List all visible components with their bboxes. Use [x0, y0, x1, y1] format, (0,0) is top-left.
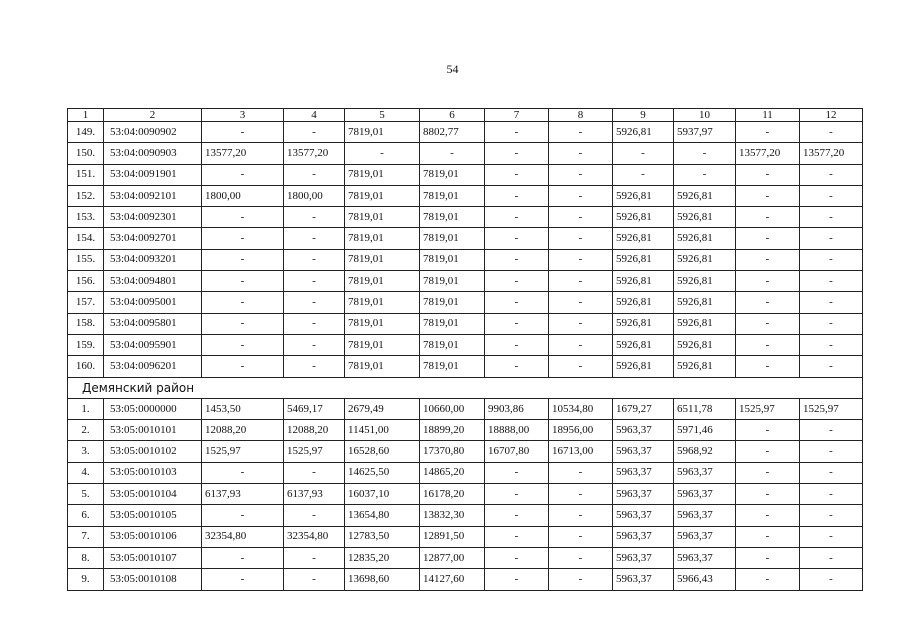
table-row: [68, 143, 863, 164]
table-cell: 13577,20: [202, 143, 284, 164]
table-cell: -: [284, 334, 345, 355]
table-cell: 5: [345, 109, 420, 122]
table-cell: 5963,37: [674, 526, 736, 547]
table-cell: -: [736, 484, 800, 505]
table-cell: 4: [284, 109, 345, 122]
table-cell: -: [800, 569, 863, 590]
table-cell: -: [485, 143, 549, 164]
table-cell: 14865,20: [420, 462, 485, 483]
table-cell: -: [202, 207, 284, 228]
table-cell: 53:04:0095901: [104, 334, 202, 355]
table-cell: 5926,81: [674, 271, 736, 292]
table-row: [68, 356, 863, 377]
table-cell: -: [800, 441, 863, 462]
table-cell: 53:05:0000000: [104, 398, 202, 419]
table-cell: -: [202, 292, 284, 313]
table-cell: -: [485, 484, 549, 505]
table-cell: -: [549, 271, 613, 292]
table-cell: 16713,00: [549, 441, 613, 462]
table-cell: 7819,01: [420, 292, 485, 313]
table-cell: -: [284, 356, 345, 377]
table-cell: -: [736, 122, 800, 143]
table-cell: 18899,20: [420, 420, 485, 441]
table-cell: -: [736, 547, 800, 568]
table-cell: 7819,01: [345, 164, 420, 185]
table-cell: 5926,81: [613, 207, 674, 228]
table-cell: 1453,50: [202, 398, 284, 419]
table-cell: -: [549, 569, 613, 590]
table-cell: -: [800, 484, 863, 505]
table-cell: 14127,60: [420, 569, 485, 590]
table-cell: 5963,37: [613, 547, 674, 568]
table-cell: 1525,97: [736, 398, 800, 419]
table-cell: -: [736, 292, 800, 313]
table-cell: -: [800, 185, 863, 206]
table-cell: 5963,37: [613, 441, 674, 462]
table-cell: 10: [674, 109, 736, 122]
table-cell: 13698,60: [345, 569, 420, 590]
table-cell: -: [284, 505, 345, 526]
table-cell: -: [736, 207, 800, 228]
table-cell: -: [549, 356, 613, 377]
table-cell: 53:05:0010107: [104, 547, 202, 568]
table-row: [68, 420, 863, 441]
table-cell: -: [736, 271, 800, 292]
table-cell: 7819,01: [420, 207, 485, 228]
table-cell: 12891,50: [420, 526, 485, 547]
table-cell: 7819,01: [420, 271, 485, 292]
table-cell: 7819,01: [420, 356, 485, 377]
table-cell: -: [284, 292, 345, 313]
table-cell: 53:04:0096201: [104, 356, 202, 377]
table-cell: 159.: [68, 334, 104, 355]
table-cell: 13577,20: [284, 143, 345, 164]
table-cell: 5963,37: [613, 484, 674, 505]
table-cell: 53:05:0010108: [104, 569, 202, 590]
table-cell: 14625,50: [345, 462, 420, 483]
table-cell: 7819,01: [345, 249, 420, 270]
table-cell: 13577,20: [800, 143, 863, 164]
table-cell: -: [485, 228, 549, 249]
table-cell: 157.: [68, 292, 104, 313]
table-cell: 8.: [68, 547, 104, 568]
table-cell: 5926,81: [613, 271, 674, 292]
table-cell: -: [800, 462, 863, 483]
table-cell: 53:04:0095801: [104, 313, 202, 334]
table-cell: 5963,37: [674, 462, 736, 483]
table-cell: 12835,20: [345, 547, 420, 568]
table-cell: 6: [420, 109, 485, 122]
table-cell: 13832,30: [420, 505, 485, 526]
table-cell: 152.: [68, 185, 104, 206]
table-cell: -: [284, 271, 345, 292]
table-cell: 3: [202, 109, 284, 122]
table-cell: 2679,49: [345, 398, 420, 419]
table-cell: 53:05:0010103: [104, 462, 202, 483]
table-cell: 16037,10: [345, 484, 420, 505]
table-cell: 53:04:0092701: [104, 228, 202, 249]
table-cell: 5963,37: [613, 462, 674, 483]
table-cell: 5926,81: [674, 313, 736, 334]
table-cell: 16528,60: [345, 441, 420, 462]
table-cell: -: [736, 505, 800, 526]
table-cell: -: [549, 547, 613, 568]
table-cell: -: [549, 292, 613, 313]
table-cell: -: [485, 356, 549, 377]
table-cell: 2: [104, 109, 202, 122]
table-cell: -: [485, 462, 549, 483]
table-cell: 1679,27: [613, 398, 674, 419]
table-cell: 53:04:0090902: [104, 122, 202, 143]
table-cell: -: [284, 249, 345, 270]
table-cell: 53:05:0010106: [104, 526, 202, 547]
table-cell: -: [485, 547, 549, 568]
table-cell: 5963,37: [613, 505, 674, 526]
table-row: [68, 185, 863, 206]
table-row: [68, 441, 863, 462]
table-cell: -: [485, 526, 549, 547]
table-cell: 32354,80: [284, 526, 345, 547]
table-cell: -: [284, 547, 345, 568]
table-cell: 5926,81: [613, 292, 674, 313]
table-cell: 5926,81: [613, 122, 674, 143]
table-cell: -: [549, 484, 613, 505]
table-cell: 6511,78: [674, 398, 736, 419]
table-cell: -: [549, 334, 613, 355]
table-cell: 5926,81: [613, 313, 674, 334]
table-cell: -: [202, 164, 284, 185]
table-cell: -: [736, 526, 800, 547]
table-cell: -: [736, 185, 800, 206]
table-cell: 5926,81: [613, 228, 674, 249]
table-cell: -: [202, 122, 284, 143]
table-cell: 150.: [68, 143, 104, 164]
table-cell: 10660,00: [420, 398, 485, 419]
table-row: [68, 164, 863, 185]
table-cell: 5963,37: [674, 547, 736, 568]
table-cell: -: [736, 313, 800, 334]
table-cell: -: [800, 228, 863, 249]
table-cell: -: [202, 547, 284, 568]
table-cell: 53:04:0095001: [104, 292, 202, 313]
table-cell: 9: [613, 109, 674, 122]
table-cell: -: [800, 164, 863, 185]
section-row: [68, 377, 863, 398]
table-cell: 5926,81: [674, 356, 736, 377]
table-cell: -: [549, 143, 613, 164]
table-row: [68, 398, 863, 419]
table-cell: -: [202, 505, 284, 526]
table-cell: 149.: [68, 122, 104, 143]
table-cell: -: [485, 185, 549, 206]
table-cell: 154.: [68, 228, 104, 249]
table-cell: -: [202, 249, 284, 270]
table-cell: 5926,81: [674, 185, 736, 206]
table-cell: -: [549, 249, 613, 270]
table-cell: 16178,20: [420, 484, 485, 505]
table-cell: -: [800, 547, 863, 568]
table-cell: 2.: [68, 420, 104, 441]
table-cell: -: [485, 313, 549, 334]
table-cell: 1: [68, 109, 104, 122]
table-cell: 53:04:0092101: [104, 185, 202, 206]
table-cell: -: [613, 164, 674, 185]
table-cell: 10534,80: [549, 398, 613, 419]
table-cell: -: [485, 271, 549, 292]
table-cell: -: [485, 505, 549, 526]
table-cell: -: [485, 249, 549, 270]
table-cell: 7819,01: [420, 164, 485, 185]
table-cell: -: [202, 356, 284, 377]
table-cell: -: [736, 164, 800, 185]
table-cell: 5963,37: [674, 505, 736, 526]
table-cell: 13577,20: [736, 143, 800, 164]
table-cell: 53:04:0090903: [104, 143, 202, 164]
table-cell: 1525,97: [284, 441, 345, 462]
table-cell: 7819,01: [345, 292, 420, 313]
table-cell: 12088,20: [284, 420, 345, 441]
table-cell: -: [420, 143, 485, 164]
table-cell: 5971,46: [674, 420, 736, 441]
table-row: [68, 122, 863, 143]
table-cell: -: [800, 271, 863, 292]
table-cell: -: [736, 420, 800, 441]
table-cell: -: [800, 526, 863, 547]
table-cell: -: [549, 207, 613, 228]
table-cell: -: [800, 207, 863, 228]
table-cell: 1800,00: [202, 185, 284, 206]
table-cell: 53:04:0091901: [104, 164, 202, 185]
table-cell: 155.: [68, 249, 104, 270]
table-cell: 12088,20: [202, 420, 284, 441]
table-cell: 4.: [68, 462, 104, 483]
table-cell: 16707,80: [485, 441, 549, 462]
table-cell: 153.: [68, 207, 104, 228]
table-cell: -: [202, 228, 284, 249]
table-cell: -: [736, 441, 800, 462]
table-cell: 11451,00: [345, 420, 420, 441]
table-cell: 3.: [68, 441, 104, 462]
table-cell: -: [284, 569, 345, 590]
table-cell: 53:04:0094801: [104, 271, 202, 292]
table-row: [68, 249, 863, 270]
table-cell: 5926,81: [674, 249, 736, 270]
table-cell: 5963,37: [674, 484, 736, 505]
table-cell: 5926,81: [613, 356, 674, 377]
table-cell: -: [674, 164, 736, 185]
table-cell: -: [800, 356, 863, 377]
table-cell: 53:05:0010102: [104, 441, 202, 462]
table-cell: -: [284, 462, 345, 483]
table-row: [68, 292, 863, 313]
table-cell: 1525,97: [800, 398, 863, 419]
table-cell: -: [549, 462, 613, 483]
table-cell: 5926,81: [613, 249, 674, 270]
table-cell: 5926,81: [674, 334, 736, 355]
table-cell: -: [284, 122, 345, 143]
table-cell: 53:05:0010101: [104, 420, 202, 441]
table-cell: 12783,50: [345, 526, 420, 547]
table-cell: -: [549, 122, 613, 143]
table-cell: 11: [736, 109, 800, 122]
table-cell: 5926,81: [674, 292, 736, 313]
table-cell: 151.: [68, 164, 104, 185]
table-cell: 158.: [68, 313, 104, 334]
table-cell: 5968,92: [674, 441, 736, 462]
table-cell: 1525,97: [202, 441, 284, 462]
table-cell: -: [800, 292, 863, 313]
table-cell: 8802,77: [420, 122, 485, 143]
table-cell: -: [800, 313, 863, 334]
table-cell: 5926,81: [674, 228, 736, 249]
table-cell: 7: [485, 109, 549, 122]
table-cell: 5937,97: [674, 122, 736, 143]
table-row: [68, 547, 863, 568]
table-cell: -: [485, 334, 549, 355]
table-cell: -: [485, 122, 549, 143]
table-cell: -: [736, 569, 800, 590]
table-row: [68, 228, 863, 249]
table-cell: -: [202, 334, 284, 355]
table-cell: 7819,01: [345, 334, 420, 355]
table-cell: 53:05:0010105: [104, 505, 202, 526]
table-row: [68, 484, 863, 505]
table-cell: 8: [549, 109, 613, 122]
table-cell: -: [549, 313, 613, 334]
table-row: [68, 207, 863, 228]
table-cell: -: [800, 420, 863, 441]
page-number: 54: [446, 62, 459, 76]
table-cell: 7819,01: [420, 313, 485, 334]
table-cell: -: [284, 313, 345, 334]
table-cell: -: [736, 228, 800, 249]
table-cell: 6137,93: [284, 484, 345, 505]
table-cell: -: [202, 271, 284, 292]
table-cell: 5.: [68, 484, 104, 505]
table-cell: -: [485, 292, 549, 313]
table-cell: 7819,01: [345, 228, 420, 249]
table-cell: -: [485, 569, 549, 590]
table-cell: -: [485, 207, 549, 228]
table-cell: -: [736, 356, 800, 377]
table-cell: 7819,01: [345, 207, 420, 228]
table-cell: -: [549, 228, 613, 249]
table-cell: -: [736, 249, 800, 270]
table-cell: 9903,86: [485, 398, 549, 419]
table-cell: 12: [800, 109, 863, 122]
table-cell: 160.: [68, 356, 104, 377]
table-cell: -: [549, 185, 613, 206]
table-cell: 1800,00: [284, 185, 345, 206]
table-cell: 9.: [68, 569, 104, 590]
table-cell: 53:05:0010104: [104, 484, 202, 505]
table-cell: 7819,01: [345, 313, 420, 334]
table-row: [68, 526, 863, 547]
table-cell: 7.: [68, 526, 104, 547]
table-cell: 5963,37: [613, 420, 674, 441]
table-row: [68, 334, 863, 355]
table-cell: -: [202, 313, 284, 334]
table-cell: 5469,17: [284, 398, 345, 419]
table-cell: -: [736, 334, 800, 355]
table-cell: 7819,01: [420, 185, 485, 206]
table-cell: -: [800, 334, 863, 355]
table-cell: -: [549, 164, 613, 185]
table-cell: -: [345, 143, 420, 164]
table-cell: 12877,00: [420, 547, 485, 568]
table-cell: 5963,37: [613, 569, 674, 590]
table-cell: 18888,00: [485, 420, 549, 441]
table-cell: -: [284, 228, 345, 249]
table-cell: 18956,00: [549, 420, 613, 441]
table-cell: -: [674, 143, 736, 164]
table-cell: 32354,80: [202, 526, 284, 547]
table-cell: -: [736, 462, 800, 483]
table-cell: -: [284, 207, 345, 228]
table-cell: 7819,01: [420, 249, 485, 270]
table-cell: 1.: [68, 398, 104, 419]
table-cell: 17370,80: [420, 441, 485, 462]
table-row: [68, 505, 863, 526]
table-cell: 156.: [68, 271, 104, 292]
table-cell: 7819,01: [345, 356, 420, 377]
data-table: [67, 108, 863, 591]
table-cell: 7819,01: [345, 185, 420, 206]
table-cell: -: [284, 164, 345, 185]
table-cell: -: [549, 505, 613, 526]
table-cell: 7819,01: [345, 122, 420, 143]
table-cell: -: [800, 249, 863, 270]
table-cell: -: [202, 462, 284, 483]
table-cell: 13654,80: [345, 505, 420, 526]
table-cell: -: [800, 505, 863, 526]
table-cell: 6137,93: [202, 484, 284, 505]
table-row: [68, 313, 863, 334]
table-cell: 7819,01: [345, 271, 420, 292]
table-cell: 53:04:0093201: [104, 249, 202, 270]
table-cell: -: [613, 143, 674, 164]
table-cell: 5926,81: [613, 185, 674, 206]
table-cell: 5926,81: [613, 334, 674, 355]
table-row: [68, 462, 863, 483]
table-cell: 7819,01: [420, 334, 485, 355]
table-header-row: [68, 109, 863, 122]
section-title: Демянский район: [68, 377, 863, 398]
table-cell: -: [202, 569, 284, 590]
table-cell: -: [549, 526, 613, 547]
table-cell: 5926,81: [674, 207, 736, 228]
table-row: [68, 271, 863, 292]
table-cell: 5966,43: [674, 569, 736, 590]
table-cell: 6.: [68, 505, 104, 526]
table-cell: 7819,01: [420, 228, 485, 249]
table-row: [68, 569, 863, 590]
table-cell: -: [485, 164, 549, 185]
table-cell: 53:04:0092301: [104, 207, 202, 228]
table-cell: -: [800, 122, 863, 143]
table-cell: 5963,37: [613, 526, 674, 547]
